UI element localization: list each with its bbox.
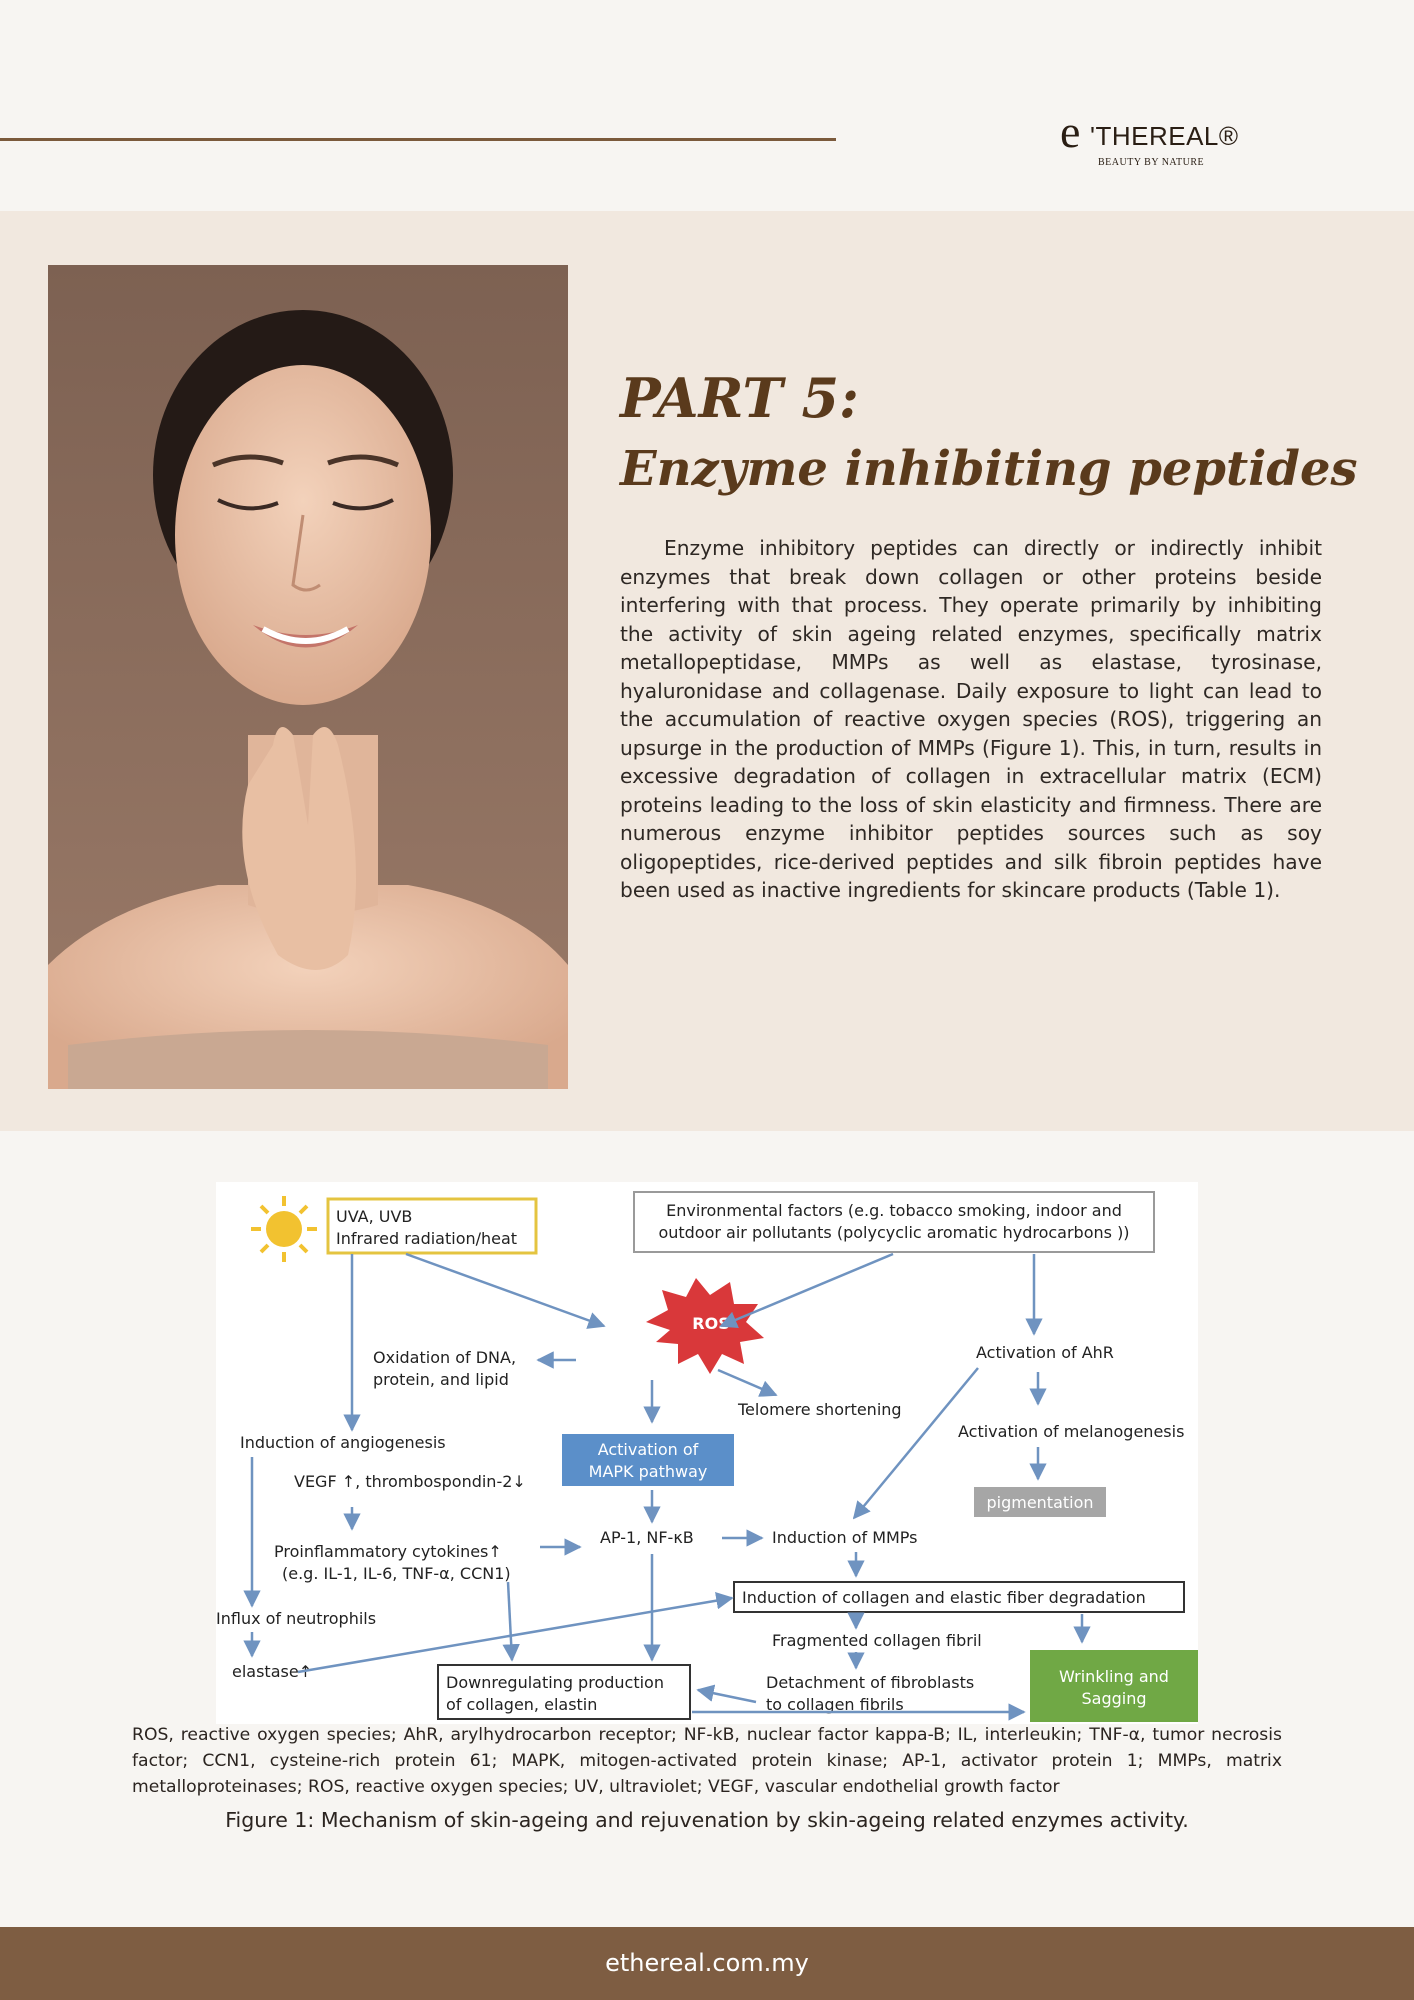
- uv-label-1: UVA, UVB: [336, 1207, 413, 1226]
- vegf-label: VEGF ↑, thrombospondin-2↓: [294, 1472, 526, 1491]
- fragmented-label: Fragmented collagen fibril: [772, 1631, 982, 1650]
- detachment-label-1: Detachment of fibroblasts: [766, 1673, 975, 1692]
- logo-tagline: BEAUTY BY NATURE: [1098, 157, 1205, 168]
- logo-mark: e: [1060, 106, 1081, 157]
- cytokines-label-2: (e.g. IL-1, IL-6, TNF-α, CCN1): [282, 1564, 511, 1583]
- downregulating-label-1: Downregulating production: [446, 1673, 664, 1692]
- environment-label-2: outdoor air pollutants (polycyclic aromatic hydrocarbons )): [658, 1223, 1130, 1242]
- mapk-label-1: Activation of: [597, 1440, 699, 1459]
- uv-label-2: Infrared radiation/heat: [336, 1229, 518, 1248]
- melanogenesis-label: Activation of melanogenesis: [958, 1422, 1185, 1441]
- ap1-label: AP-1, NF-κB: [600, 1528, 694, 1547]
- section-body: Enzyme inhibitory peptides can directly or indirectly inhibit enzymes that break down collagen or other proteins beside interfering with that process. They operate primarily by inhibiting the activity of skin ageing related enzymes, specifically matrix metallopeptidase, MMPs as well as elastase, tyrosinase, hyaluronidase and collagenase. Daily exposure to light can lead to the accumulation of reactive oxygen species (ROS), triggering an upsurge in the production of MMPs (Figure 1). This, in turn, results in excessive degradation of collagen in extracellular matrix (ECM) proteins leading to the loss of skin elasticity and firmness. There are numerous enzyme inhibitor peptides sources such as soy oligopeptides, rice-derived peptides and silk fibroin peptides have been used as inactive ingredients for skincare products (Table 1).: [620, 536, 1322, 902]
- degradation-label: Induction of collagen and elastic fiber degradation: [742, 1588, 1146, 1607]
- neutrophils-label: Influx of neutrophils: [216, 1609, 377, 1628]
- telomere-label: Telomere shortening: [738, 1400, 902, 1419]
- ahr-label: Activation of AhR: [976, 1343, 1114, 1362]
- footer-url-link[interactable]: ethereal.com.my: [605, 1949, 809, 1977]
- elastase-label: elastase↑: [232, 1662, 313, 1681]
- angiogenesis-label: Induction of angiogenesis: [240, 1433, 446, 1452]
- mapk-label-2: MAPK pathway: [588, 1462, 708, 1481]
- wrinkling-box: [1030, 1650, 1198, 1722]
- brand-logo[interactable]: [1060, 106, 1240, 172]
- header-divider: [0, 138, 836, 141]
- detachment-label-2: to collagen fibrils: [766, 1695, 904, 1714]
- figure-caption: Figure 1: Mechanism of skin-ageing and rejuvenation by skin-ageing related enzymes activity.: [225, 1808, 1189, 1832]
- sun-icon: [251, 1196, 317, 1262]
- environment-label-1: Environmental factors (e.g. tobacco smoking, indoor and: [666, 1201, 1122, 1220]
- logo-wordmark: 'THEREAL®: [1090, 121, 1239, 151]
- section-title-part: PART 5:: [620, 366, 859, 430]
- pigmentation-label: pigmentation: [986, 1493, 1094, 1512]
- mechanism-diagram: [216, 1182, 1198, 1724]
- oxidation-label-1: Oxidation of DNA,: [373, 1348, 517, 1367]
- cytokines-label-1: Proinflammatory cytokines↑: [274, 1542, 502, 1561]
- figure-abbreviations: ROS, reactive oxygen species; AhR, arylhydrocarbon receptor; NF-kB, nuclear factor kappa-B; IL, interleukin; TNF-α, tumor necrosis factor; CCN1, cysteine-rich protein 61; MAPK, mitogen-activated protein kinase; AP-1, activator protein 1; MMPs, matrix metalloproteinases; ROS, reactive oxygen species; UV, ultraviolet; VEGF, vascular endothelial growth factor: [132, 1725, 1282, 1797]
- wrinkling-label-2: Sagging: [1081, 1689, 1147, 1708]
- oxidation-label-2: protein, and lipid: [373, 1370, 509, 1389]
- ros-label: ROS: [692, 1314, 730, 1333]
- downregulating-label-2: of collagen, elastin: [446, 1695, 598, 1714]
- wrinkling-label-1: Wrinkling and: [1059, 1667, 1169, 1686]
- section-title: Enzyme inhibiting peptides: [620, 441, 1358, 497]
- mmps-label: Induction of MMPs: [772, 1528, 918, 1547]
- portrait-photo: [48, 265, 568, 1089]
